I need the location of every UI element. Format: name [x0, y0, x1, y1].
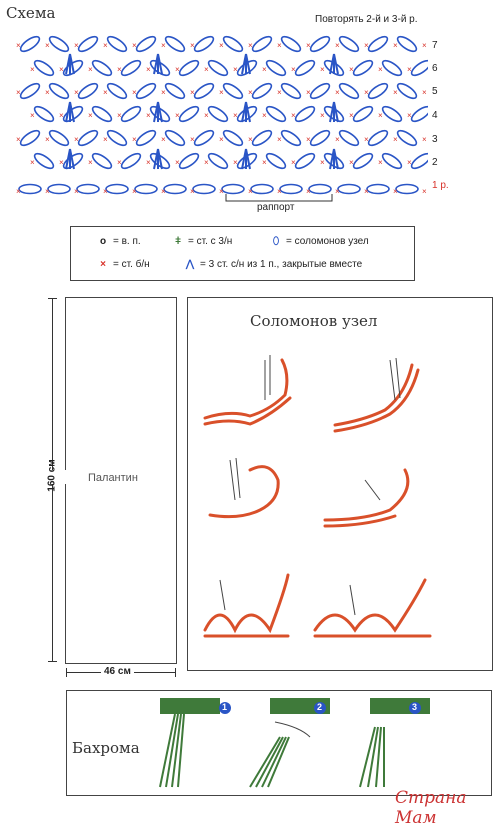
schema-title: Схема — [6, 4, 56, 22]
cluster-stitch-mark — [154, 54, 162, 74]
solomon-knot-mark — [264, 104, 287, 124]
dimension-tick — [66, 668, 67, 677]
single-crochet-mark: × — [45, 41, 50, 50]
single-crochet-mark: × — [306, 187, 311, 196]
single-crochet-mark: × — [74, 187, 79, 196]
solomon-knot-mark — [293, 58, 316, 78]
solomon-knot-mark — [48, 185, 70, 194]
cluster-stitch-mark — [154, 149, 162, 169]
cluster-stitch-mark — [242, 102, 250, 122]
cluster-stitch-mark — [66, 102, 74, 122]
solomon-knot-mark — [206, 58, 229, 78]
single-crochet-mark: × — [74, 41, 79, 50]
single-crochet-mark: × — [407, 111, 412, 120]
solomon-knot-mark — [351, 104, 374, 124]
solomon-knot-mark — [395, 128, 418, 148]
single-crochet-mark: × — [103, 41, 108, 50]
single-crochet-mark: × — [117, 111, 122, 120]
single-crochet-mark: × — [219, 41, 224, 50]
single-crochet-mark: × — [393, 187, 398, 196]
single-crochet-mark: × — [335, 187, 340, 196]
rapport-label: раппорт — [254, 202, 297, 213]
single-crochet-mark: × — [320, 158, 325, 167]
single-crochet-mark: × — [219, 135, 224, 144]
single-crochet-icon: × — [100, 259, 106, 270]
single-crochet-mark: × — [190, 41, 195, 50]
solomon-knot-mark — [32, 151, 55, 171]
solomon-knot-mark — [134, 128, 157, 148]
single-crochet-mark: × — [88, 111, 93, 120]
single-crochet-mark: × — [190, 135, 195, 144]
cluster-stitch-mark — [330, 149, 338, 169]
cluster-stitch-mark — [242, 54, 250, 74]
single-crochet-mark: × — [233, 111, 238, 120]
single-crochet-mark: × — [422, 135, 427, 144]
solomon-knot-mark — [221, 128, 244, 148]
watermark-logo: Страна Мам — [395, 788, 467, 828]
solomon-knot-icon: ⬯ — [272, 236, 280, 247]
solomon-knot-mark — [193, 185, 215, 194]
solomon-knot-mark — [250, 34, 273, 54]
legend-box — [70, 226, 415, 281]
solomon-knot-mark — [337, 34, 360, 54]
single-crochet-mark: × — [335, 41, 340, 50]
single-crochet-mark: × — [291, 111, 296, 120]
cluster-stitch-mark — [154, 102, 162, 122]
single-crochet-mark: × — [393, 88, 398, 97]
single-crochet-mark: × — [364, 41, 369, 50]
single-crochet-mark: × — [45, 135, 50, 144]
solomon-knot-mark — [250, 128, 273, 148]
solomon-knot-mark — [409, 104, 428, 124]
single-crochet-mark: × — [335, 135, 340, 144]
double-crochet-icon: ǂ — [175, 236, 181, 247]
solomon-knot-mark — [338, 185, 360, 194]
single-crochet-mark: × — [45, 88, 50, 97]
solomon-knot-mark — [192, 128, 215, 148]
solomon-knot-mark — [206, 104, 229, 124]
single-crochet-mark: × — [59, 111, 64, 120]
single-crochet-mark: × — [103, 135, 108, 144]
solomon-knot-mark — [163, 81, 186, 101]
legend-chain: o = в. п. — [96, 236, 141, 247]
single-crochet-mark: × — [291, 65, 296, 74]
single-crochet-mark: × — [306, 135, 311, 144]
solomon-knot-mark — [264, 151, 287, 171]
single-crochet-mark: × — [132, 41, 137, 50]
solomon-knot-mark — [119, 58, 142, 78]
row-number: 4 — [432, 110, 438, 121]
solomon-knot-mark — [119, 104, 142, 124]
solomon-knot-mark — [32, 104, 55, 124]
solomon-knot-mark — [90, 104, 113, 124]
solomon-knot-mark — [119, 151, 142, 171]
single-crochet-mark: × — [190, 187, 195, 196]
solomon-knot-mark — [177, 58, 200, 78]
cluster-stitch-icon: ⋀ — [185, 259, 195, 270]
single-crochet-mark: × — [161, 88, 166, 97]
single-crochet-mark: × — [422, 88, 427, 97]
solomon-knot-mark — [192, 34, 215, 54]
cluster-stitch-mark — [330, 54, 338, 74]
solomon-knot-mark — [90, 151, 113, 171]
solomon-knot-mark — [18, 81, 41, 101]
row-number: 2 — [432, 157, 438, 168]
single-crochet-mark: × — [277, 41, 282, 50]
solomon-knot-mark — [105, 34, 128, 54]
single-crochet-mark: × — [335, 88, 340, 97]
single-crochet-mark: × — [364, 187, 369, 196]
solomon-knot-mark — [396, 185, 418, 194]
single-crochet-mark: × — [161, 187, 166, 196]
solomon-knot-mark — [32, 58, 55, 78]
single-crochet-mark: × — [16, 187, 21, 196]
solomon-knot-mark — [18, 128, 41, 148]
solomon-knot-mark — [76, 128, 99, 148]
single-crochet-mark: × — [320, 111, 325, 120]
single-crochet-mark: × — [132, 135, 137, 144]
single-crochet-mark: × — [16, 135, 21, 144]
single-crochet-mark: × — [45, 187, 50, 196]
crochet-chart — [8, 24, 428, 214]
solomon-knot-mark — [134, 81, 157, 101]
solomon-knot-mark — [164, 185, 186, 194]
single-crochet-mark: × — [378, 65, 383, 74]
solomon-knot-mark — [105, 128, 128, 148]
solomon-knot-mark — [279, 128, 302, 148]
single-crochet-mark: × — [233, 65, 238, 74]
solomon-knot-mark — [250, 81, 273, 101]
single-crochet-mark: × — [146, 158, 151, 167]
single-crochet-mark: × — [277, 88, 282, 97]
solomon-knot-mark — [308, 34, 331, 54]
single-crochet-mark: × — [190, 88, 195, 97]
height-label: 160 см — [32, 470, 72, 484]
solomon-knot-title: Соломонов узел — [250, 312, 378, 330]
single-crochet-mark: × — [364, 135, 369, 144]
single-crochet-mark: × — [262, 65, 267, 74]
single-crochet-mark: × — [30, 65, 35, 74]
single-crochet-mark: × — [30, 158, 35, 167]
single-crochet-mark: × — [407, 65, 412, 74]
chain-symbol-icon: o — [99, 236, 107, 247]
solomon-knot-mark — [308, 81, 331, 101]
single-crochet-mark: × — [117, 65, 122, 74]
solomon-knot-mark — [264, 58, 287, 78]
single-crochet-mark: × — [88, 158, 93, 167]
solomon-knot-mark — [192, 81, 215, 101]
fringe-title: Бахрома — [72, 739, 140, 757]
single-crochet-mark: × — [16, 88, 21, 97]
solomon-knot-mark — [337, 81, 360, 101]
single-crochet-mark: × — [103, 187, 108, 196]
solomon-knot-mark — [279, 81, 302, 101]
dimension-tick — [175, 668, 176, 677]
single-crochet-mark: × — [349, 158, 354, 167]
legend-sc: × = ст. б/н — [96, 259, 150, 270]
row-number: 5 — [432, 86, 438, 97]
solomon-knot-mark — [279, 34, 302, 54]
cluster-stitch-mark — [330, 102, 338, 122]
solomon-knot-mark — [380, 58, 403, 78]
row-number: 1 р. — [432, 180, 449, 191]
solomon-knot-mark — [177, 151, 200, 171]
solomon-knot-mark — [380, 104, 403, 124]
single-crochet-mark: × — [393, 41, 398, 50]
single-crochet-mark: × — [262, 111, 267, 120]
solomon-knot-mark — [308, 128, 331, 148]
solomon-knot-mark — [90, 58, 113, 78]
single-crochet-mark: × — [219, 88, 224, 97]
single-crochet-mark: × — [59, 158, 64, 167]
solomon-knot-mark — [409, 151, 428, 171]
solomon-knot-mark — [135, 185, 157, 194]
row-number: 7 — [432, 40, 438, 51]
stole-label: Палантин — [88, 472, 138, 484]
single-crochet-mark: × — [132, 187, 137, 196]
single-crochet-mark: × — [349, 65, 354, 74]
single-crochet-mark: × — [262, 158, 267, 167]
single-crochet-mark: × — [248, 88, 253, 97]
solomon-knot-mark — [18, 34, 41, 54]
single-crochet-mark: × — [422, 187, 427, 196]
single-crochet-mark: × — [219, 187, 224, 196]
solomon-knot-mark — [163, 34, 186, 54]
single-crochet-mark: × — [277, 187, 282, 196]
legend-solomon: ⬯ = соломонов узел — [269, 236, 369, 247]
single-crochet-mark: × — [204, 111, 209, 120]
single-crochet-mark: × — [74, 88, 79, 97]
solomon-knot-mark — [177, 104, 200, 124]
row-number: 6 — [432, 63, 438, 74]
single-crochet-mark: × — [30, 111, 35, 120]
single-crochet-mark: × — [320, 65, 325, 74]
legend-dc3: ⋀ = 3 ст. с/н из 1 п., закрытые вместе — [183, 259, 362, 270]
single-crochet-mark: × — [248, 187, 253, 196]
single-crochet-mark: × — [291, 158, 296, 167]
solomon-knot-mark — [293, 151, 316, 171]
solomon-knot-illustrations — [190, 340, 488, 665]
single-crochet-mark: × — [103, 88, 108, 97]
solomon-knot-mark — [47, 81, 70, 101]
single-crochet-mark: × — [248, 135, 253, 144]
solomon-knot-mark — [221, 81, 244, 101]
single-crochet-mark: × — [364, 88, 369, 97]
single-crochet-mark: × — [378, 158, 383, 167]
repeat-note: Повторять 2-й и 3-й р. — [315, 14, 418, 25]
width-label: 46 см — [101, 666, 134, 677]
solomon-knot-mark — [366, 128, 389, 148]
single-crochet-mark: × — [16, 41, 21, 50]
single-crochet-mark: × — [161, 41, 166, 50]
solomon-knot-mark — [206, 151, 229, 171]
single-crochet-mark: × — [161, 135, 166, 144]
cluster-stitch-mark — [242, 149, 250, 169]
fringe-step-2-badge: 2 — [317, 702, 323, 712]
solomon-knot-mark — [367, 185, 389, 194]
single-crochet-mark: × — [74, 135, 79, 144]
solomon-knot-mark — [77, 185, 99, 194]
solomon-knot-mark — [293, 104, 316, 124]
single-crochet-mark: × — [277, 135, 282, 144]
solomon-knot-mark — [47, 34, 70, 54]
single-crochet-mark: × — [204, 65, 209, 74]
single-crochet-mark: × — [422, 41, 427, 50]
cluster-stitch-mark — [66, 54, 74, 74]
single-crochet-mark: × — [306, 41, 311, 50]
solomon-knot-mark — [76, 81, 99, 101]
single-crochet-mark: × — [233, 158, 238, 167]
dimension-tick — [48, 298, 57, 299]
single-crochet-mark: × — [132, 88, 137, 97]
single-crochet-mark: × — [349, 111, 354, 120]
solomon-knot-mark — [380, 151, 403, 171]
dimension-tick — [48, 661, 57, 662]
solomon-knot-mark — [351, 58, 374, 78]
solomon-knot-mark — [409, 58, 428, 78]
solomon-knot-mark — [47, 128, 70, 148]
solomon-knot-mark — [366, 34, 389, 54]
legend-dc: ǂ = ст. с 3/н — [171, 236, 232, 247]
fringe-step-3-badge: 3 — [412, 702, 418, 712]
single-crochet-mark: × — [407, 158, 412, 167]
solomon-knot-mark — [163, 128, 186, 148]
solomon-knot-mark — [106, 185, 128, 194]
single-crochet-mark: × — [146, 111, 151, 120]
solomon-knot-mark — [19, 185, 41, 194]
solomon-knot-mark — [221, 34, 244, 54]
single-crochet-mark: × — [175, 158, 180, 167]
single-crochet-mark: × — [59, 65, 64, 74]
single-crochet-mark: × — [117, 158, 122, 167]
single-crochet-mark: × — [175, 111, 180, 120]
single-crochet-mark: × — [88, 65, 93, 74]
solomon-knot-mark — [395, 81, 418, 101]
solomon-knot-mark — [351, 151, 374, 171]
single-crochet-mark: × — [378, 111, 383, 120]
solomon-knot-mark — [366, 81, 389, 101]
cluster-stitch-mark — [66, 149, 74, 169]
solomon-knot-mark — [337, 128, 360, 148]
solomon-knot-mark — [76, 34, 99, 54]
solomon-knot-mark — [395, 34, 418, 54]
single-crochet-mark: × — [248, 41, 253, 50]
solomon-knot-mark — [134, 34, 157, 54]
single-crochet-mark: × — [306, 88, 311, 97]
single-crochet-mark: × — [175, 65, 180, 74]
single-crochet-mark: × — [204, 158, 209, 167]
single-crochet-mark: × — [393, 135, 398, 144]
single-crochet-mark: × — [146, 65, 151, 74]
fringe-step-1-badge: 1 — [222, 702, 228, 712]
solomon-knot-mark — [105, 81, 128, 101]
row-number: 3 — [432, 134, 438, 145]
